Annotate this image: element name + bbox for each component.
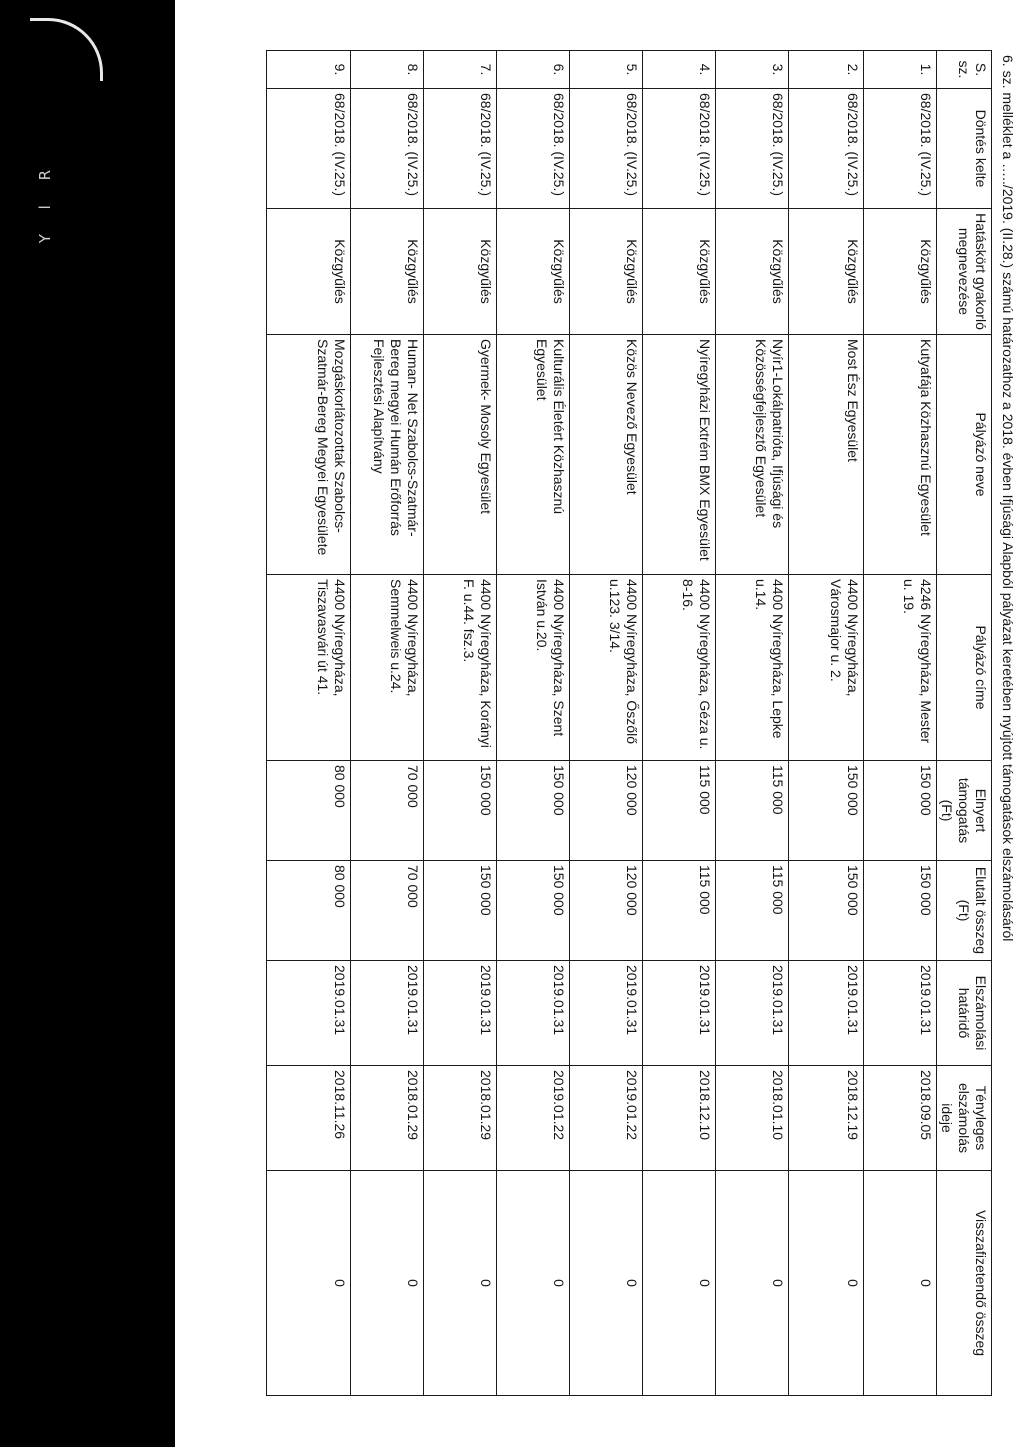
cell-no: 6.: [496, 51, 569, 89]
cell-name: Közös Nevező Egyesület: [569, 335, 642, 575]
cell-address: 4400 Nyíregyháza, Géza u. 8-16.: [642, 575, 715, 761]
header-no: S. sz.: [936, 51, 991, 89]
cell-address: 4400 Nyíregyháza, Semmelweis u.24.: [350, 575, 423, 761]
cell-deadline: 2019.01.31: [642, 961, 715, 1066]
cell-no: 5.: [569, 51, 642, 89]
cell-decision: 68/2018. (IV.25.): [863, 89, 936, 209]
cell-name: Human- Net Szabolcs-Szatmár-Bereg megyei Humán Erőforrás Fejlesztési Alapítvány: [350, 335, 423, 575]
cell-authority: Közgyűlés: [788, 209, 863, 335]
cell-transferred: 150 000: [788, 861, 863, 961]
table-row: [496, 51, 569, 1396]
cell-decision: 68/2018. (IV.25.): [350, 89, 423, 209]
cell-actual: 2019.01.22: [496, 1066, 569, 1171]
cell-refund: 0: [496, 1171, 569, 1396]
cell-deadline: 2019.01.31: [496, 961, 569, 1066]
table-body: [266, 51, 936, 1396]
cell-name: Nyíregyházi Extrém BMX Egyesület: [642, 335, 715, 575]
cell-address: 4246 Nyíregyháza, Mester u. 19.: [863, 575, 936, 761]
cell-transferred: 120 000: [569, 861, 642, 961]
cell-decision: 68/2018. (IV.25.): [715, 89, 788, 209]
cell-name: Gyermek- Mosoly Egyesület: [423, 335, 496, 575]
rotated-page: [175, 0, 1024, 1447]
cell-name: Most Ész Egyesület: [788, 335, 863, 575]
page-title: 6. sz. melléklet a …../2019. (II.28.) számú határozathoz a 2018. évben Ifjúsági Alapból pályázat keretében nyújtott támogatások elszámolásáról: [1000, 55, 1016, 942]
cell-actual: 2018.01.10: [715, 1066, 788, 1171]
cell-authority: Közgyűlés: [423, 209, 496, 335]
header-applicant-name: Pályázó neve: [936, 335, 991, 575]
cell-authority: Közgyűlés: [496, 209, 569, 335]
cell-deadline: 2019.01.31: [266, 961, 350, 1066]
cell-actual: 2018.12.19: [788, 1066, 863, 1171]
header-authority: Hatáskört gyakorló megnevezése: [936, 209, 991, 335]
cell-actual: 2018.01.29: [423, 1066, 496, 1171]
cell-address: 4400 Nyíregyháza, Őszőlő u.123. 3/14.: [569, 575, 642, 761]
cell-no: 7.: [423, 51, 496, 89]
header-applicant-address: Pályázó címe: [936, 575, 991, 761]
cell-decision: 68/2018. (IV.25.): [642, 89, 715, 209]
header-deadline: Elszámolási határidő: [936, 961, 991, 1066]
cell-refund: 0: [788, 1171, 863, 1396]
cell-no: 4.: [642, 51, 715, 89]
header-refund: Visszafizetendő összeg: [936, 1171, 991, 1396]
cell-address: 4400 Nyíregyháza, Városmajor u. 2.: [788, 575, 863, 761]
cell-decision: 68/2018. (IV.25.): [788, 89, 863, 209]
cell-deadline: 2019.01.31: [788, 961, 863, 1066]
cell-deadline: 2019.01.31: [863, 961, 936, 1066]
table-row: [350, 51, 423, 1396]
table-row: [569, 51, 642, 1396]
margin-marks: Y l R: [36, 160, 54, 244]
cell-address: 4400 Nyíregyháza, Lepke u.14.: [715, 575, 788, 761]
cell-deadline: 2019.01.31: [569, 961, 642, 1066]
cell-transferred: 80 000: [266, 861, 350, 961]
header-awarded: Elnyert támogatás (Ft): [936, 761, 991, 861]
cell-authority: Közgyűlés: [569, 209, 642, 335]
header-actual-settlement: Tényleges elszámolás ideje: [936, 1066, 991, 1171]
cell-actual: 2018.12.10: [642, 1066, 715, 1171]
cell-address: 4400 Nyíregyháza, Tiszavasvári út 41.: [266, 575, 350, 761]
cell-transferred: 70 000: [350, 861, 423, 961]
cell-awarded: 120 000: [569, 761, 642, 861]
cell-authority: Közgyűlés: [350, 209, 423, 335]
cell-transferred: 150 000: [423, 861, 496, 961]
cell-refund: 0: [266, 1171, 350, 1396]
cell-transferred: 150 000: [863, 861, 936, 961]
cell-transferred: 150 000: [496, 861, 569, 961]
table-row: [423, 51, 496, 1396]
cell-deadline: 2019.01.31: [423, 961, 496, 1066]
cell-authority: Közgyűlés: [642, 209, 715, 335]
cell-refund: 0: [863, 1171, 936, 1396]
cell-decision: 68/2018. (IV.25.): [423, 89, 496, 209]
cell-transferred: 115 000: [715, 861, 788, 961]
cell-no: 9.: [266, 51, 350, 89]
cell-authority: Közgyűlés: [715, 209, 788, 335]
cell-awarded: 115 000: [715, 761, 788, 861]
cell-authority: Közgyűlés: [266, 209, 350, 335]
cell-awarded: 80 000: [266, 761, 350, 861]
header-row: [936, 51, 991, 1396]
cell-no: 8.: [350, 51, 423, 89]
cell-deadline: 2019.01.31: [350, 961, 423, 1066]
cell-address: 4400 Nyíregyháza, Korányi F. u.44. fsz.3.: [423, 575, 496, 761]
cell-refund: 0: [423, 1171, 496, 1396]
cell-awarded: 70 000: [350, 761, 423, 861]
cell-awarded: 150 000: [496, 761, 569, 861]
cell-deadline: 2019.01.31: [715, 961, 788, 1066]
cell-transferred: 115 000: [642, 861, 715, 961]
cell-awarded: 115 000: [642, 761, 715, 861]
cell-awarded: 150 000: [863, 761, 936, 861]
table-row: [266, 51, 350, 1396]
cell-actual: 2018.09.05: [863, 1066, 936, 1171]
cell-authority: Közgyűlés: [863, 209, 936, 335]
cell-no: 2.: [788, 51, 863, 89]
table-row: [863, 51, 936, 1396]
table-row: [788, 51, 863, 1396]
cell-no: 1.: [863, 51, 936, 89]
cell-refund: 0: [569, 1171, 642, 1396]
table-row: [642, 51, 715, 1396]
cell-no: 3.: [715, 51, 788, 89]
cell-awarded: 150 000: [788, 761, 863, 861]
header-decision: Döntés kelte: [936, 89, 991, 209]
cell-decision: 68/2018. (IV.25.): [266, 89, 350, 209]
cell-name: Kulturális Életért Közhasznú Egyesület: [496, 335, 569, 575]
cell-name: Kutyafája Közhasznú Egyesület: [863, 335, 936, 575]
scan-edge-curve: [30, 18, 103, 81]
cell-refund: 0: [642, 1171, 715, 1396]
table-row: [715, 51, 788, 1396]
cell-awarded: 150 000: [423, 761, 496, 861]
cell-actual: 2018.01.29: [350, 1066, 423, 1171]
header-transferred: Elutalt összeg (Ft): [936, 861, 991, 961]
cell-decision: 68/2018. (IV.25.): [496, 89, 569, 209]
cell-actual: 2018.11.26: [266, 1066, 350, 1171]
cell-address: 4400 Nyíregyháza, Szent István u.20.: [496, 575, 569, 761]
cell-actual: 2019.01.22: [569, 1066, 642, 1171]
scan-dark-margin: [0, 0, 175, 1447]
cell-refund: 0: [350, 1171, 423, 1396]
cell-name: Mozgáskorlátozottak Szabolcs-Szatmár-Bereg Megyei Egyesülete: [266, 335, 350, 575]
cell-decision: 68/2018. (IV.25.): [569, 89, 642, 209]
cell-refund: 0: [715, 1171, 788, 1396]
settlement-table: [266, 50, 992, 1396]
cell-name: Nyír1-Lokálpatrióta, Ifjúsági és Közösségfejlesztő Egyesület: [715, 335, 788, 575]
